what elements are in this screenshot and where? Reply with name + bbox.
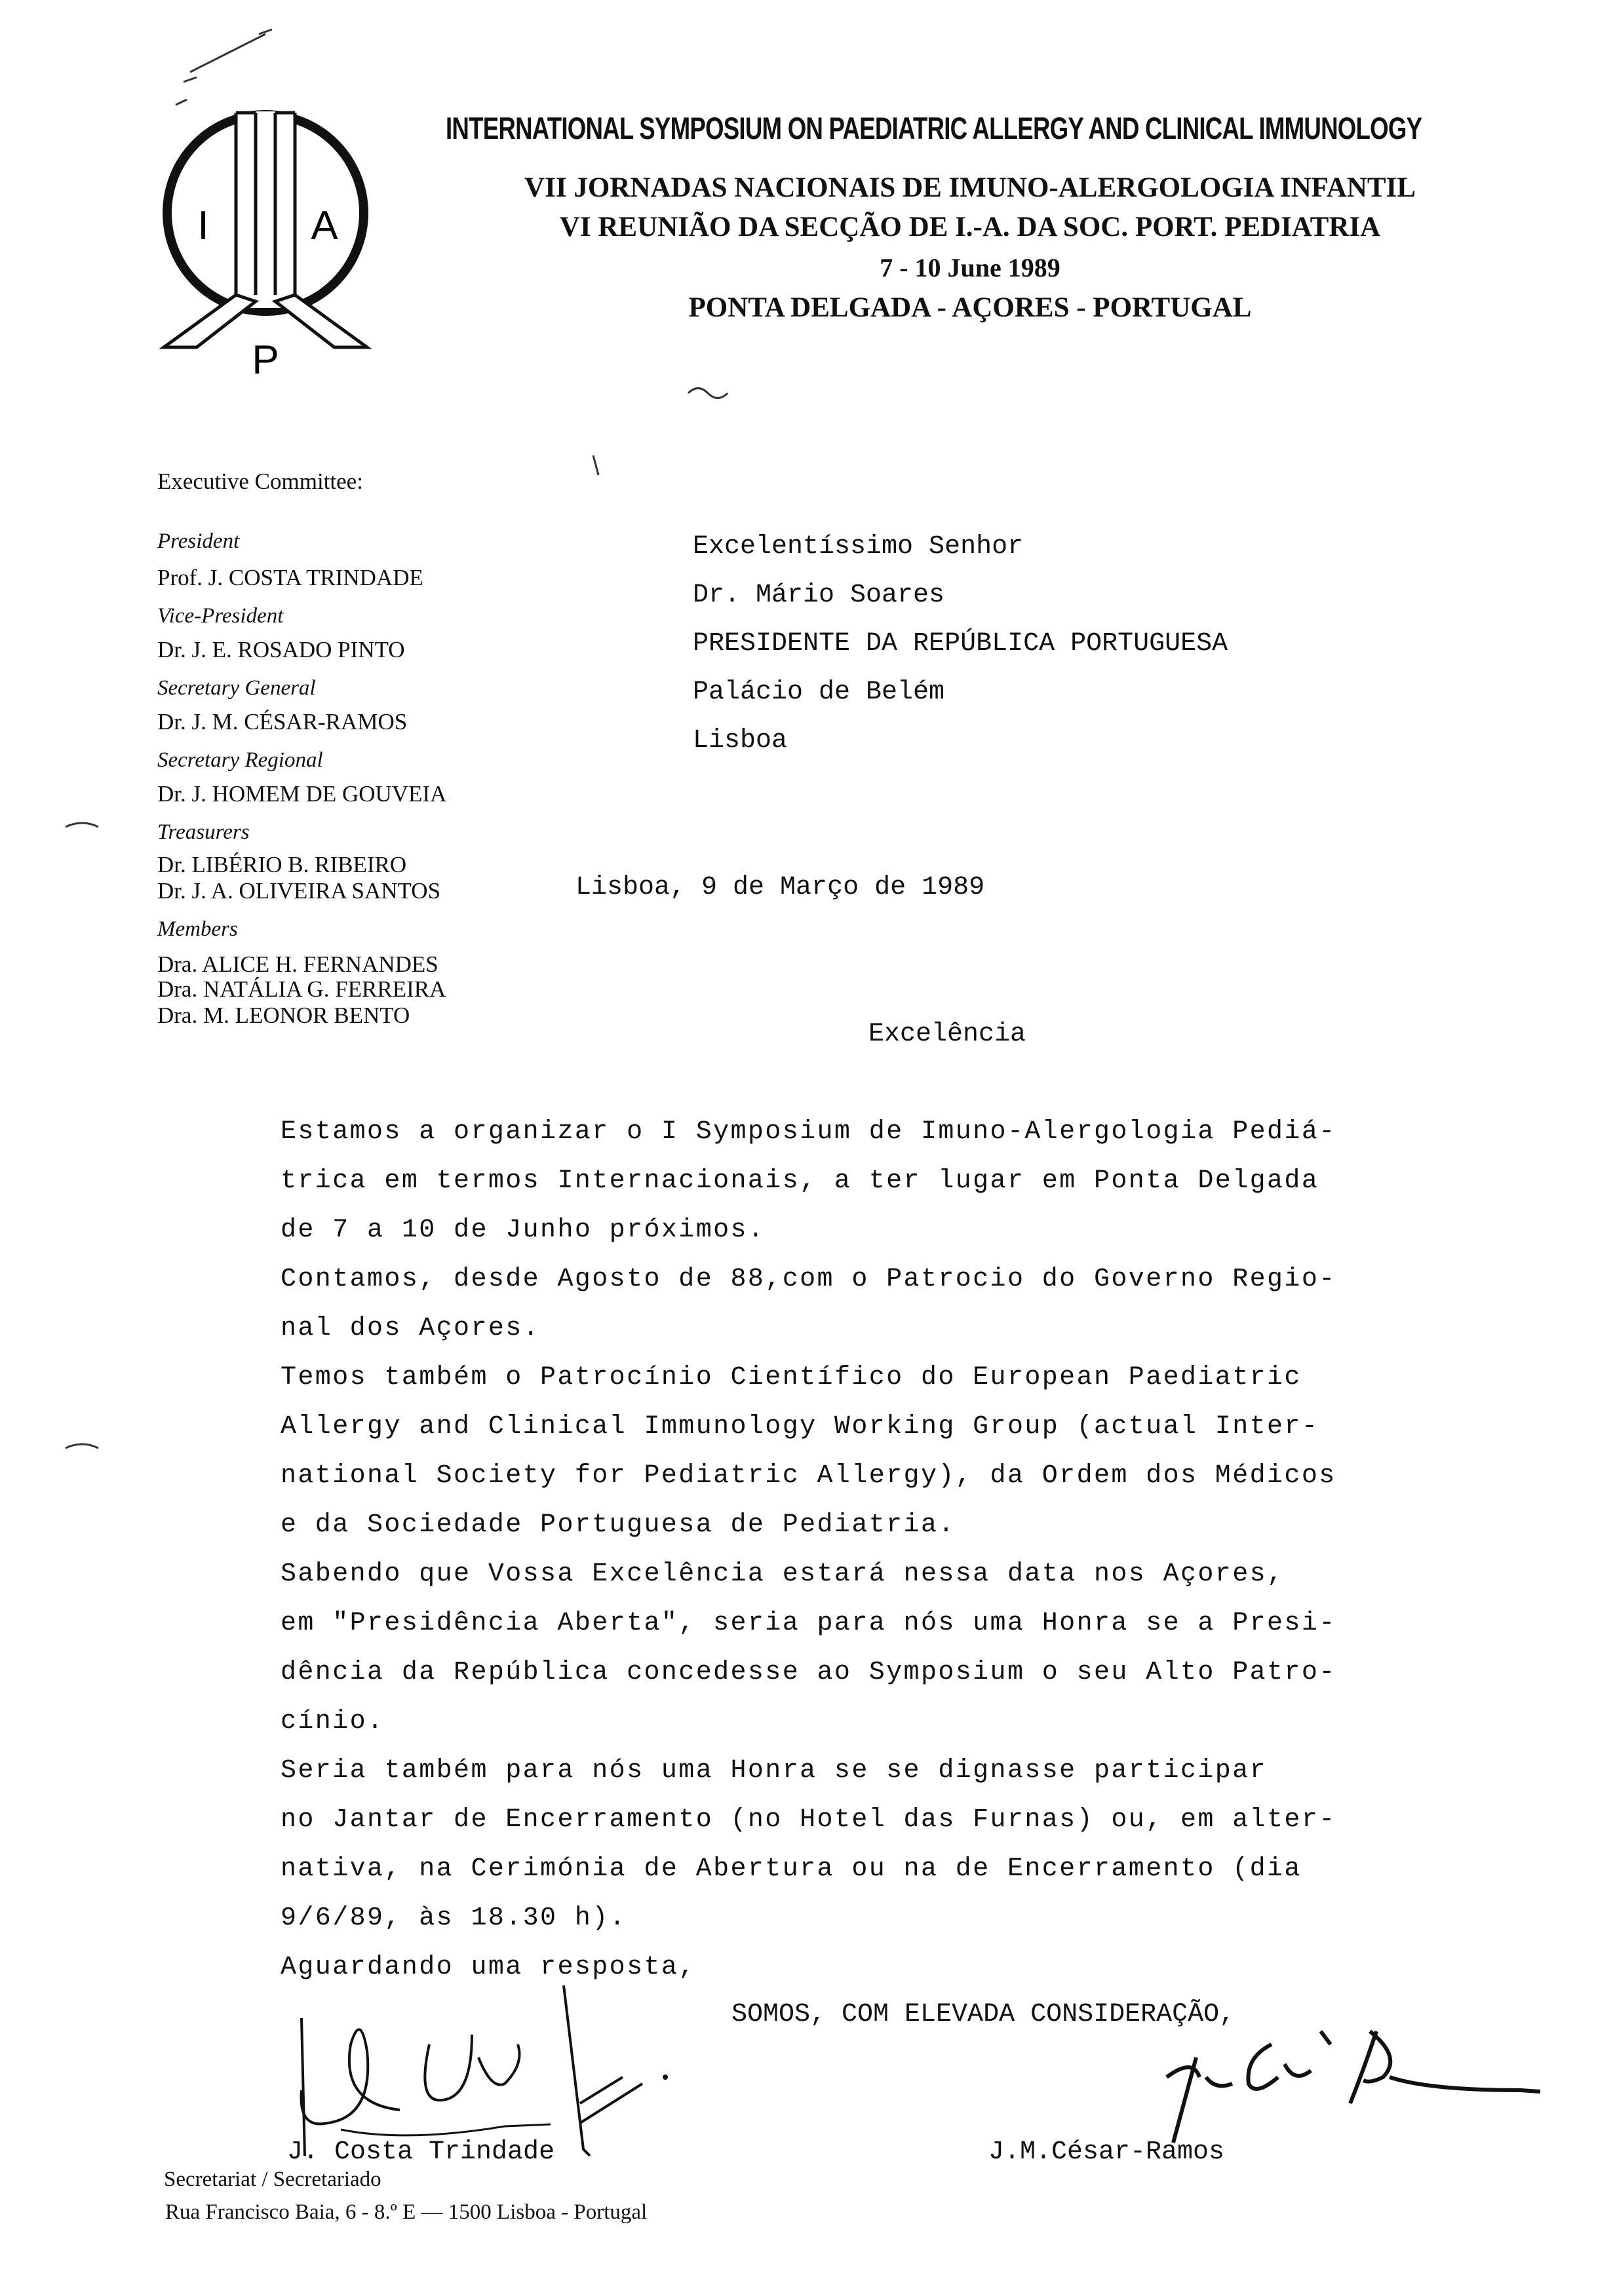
- body-line: de 7 a 10 de Junho próximos.: [281, 1215, 766, 1245]
- recipient-line-3: PRESIDENTE DA REPÚBLICA PORTUGUESA: [693, 629, 1228, 659]
- committee-member: Dra. M. LEONOR BENTO: [157, 1003, 410, 1028]
- signature-cesar-ramos: [1154, 2018, 1547, 2149]
- body-line: trica em termos Internacionais, a ter lugar em Ponta Delgada: [281, 1166, 1319, 1196]
- recipient-line-2: Dr. Mário Soares: [693, 581, 945, 610]
- body-line: em "Presidência Aberta", seria para nós uma Honra se a Presi-: [281, 1609, 1336, 1638]
- signatory-costa-trindade: J. Costa Trindade: [287, 2137, 555, 2167]
- logo-letter-i: I: [197, 203, 209, 248]
- committee-member: Dr. J. A. OLIVEIRA SANTOS: [157, 878, 441, 904]
- logo-letter-p: P: [252, 337, 279, 380]
- symposium-title: INTERNATIONAL SYMPOSIUM ON PAEDIATRIC ALLERGY AND CLINICAL IMMUNOLOGY: [446, 111, 1422, 145]
- conference-dates: 7 - 10 June 1989: [880, 253, 1060, 282]
- footer-address: Rua Francisco Baia, 6 - 8.º E — 1500 Lisboa - Portugal: [165, 2200, 648, 2224]
- signatory-cesar-ramos: J.M.César-Ramos: [988, 2137, 1225, 2167]
- body-line: nativa, na Cerimónia de Abertura ou na de Encerramento (dia: [281, 1854, 1302, 1884]
- iap-logo: [157, 105, 374, 380]
- body-line: Estamos a organizar o I Symposium de Imuno-Alergologia Pediá-: [281, 1117, 1336, 1147]
- logo-letter-a: A: [311, 203, 338, 248]
- conference-location: PONTA DELGADA - AÇORES - PORTUGAL: [688, 292, 1252, 323]
- role-secretary-general: Secretary General: [157, 676, 316, 700]
- body-line: Allergy and Clinical Immunology Working Group (actual Inter-: [281, 1412, 1319, 1442]
- body-line: e da Sociedade Portuguesa de Pediatria.: [281, 1510, 956, 1540]
- committee-member: Prof. J. COSTA TRINDADE: [157, 565, 423, 590]
- body-line: Contamos, desde Agosto de 88,com o Patrocio do Governo Regio-: [281, 1265, 1336, 1294]
- recipient-line-4: Palácio de Belém: [693, 678, 945, 707]
- role-secretary-regional: Secretary Regional: [157, 748, 323, 772]
- conference-line-2: VI REUNIÃO DA SECÇÃO DE I.-A. DA SOC. PORT. PEDIATRIA: [559, 212, 1381, 242]
- committee-heading: Executive Committee:: [157, 469, 363, 494]
- role-treasurers: Treasurers: [157, 820, 250, 844]
- footer-secretariat: Secretariat / Secretariado: [164, 2168, 381, 2191]
- role-vice-president: Vice-President: [157, 604, 284, 628]
- body-line: cínio.: [281, 1707, 385, 1736]
- date-line: Lisboa, 9 de Março de 1989: [575, 873, 985, 902]
- role-members: Members: [157, 917, 238, 941]
- body-line: Temos também o Patrocínio Científico do European Paediatric: [281, 1363, 1302, 1392]
- committee-member: Dr. LIBÉRIO B. RIBEIRO: [157, 852, 407, 877]
- salutation: Excelência: [868, 1020, 1026, 1049]
- committee-member: Dr. J. HOMEM DE GOUVEIA: [157, 781, 447, 807]
- body-line: dência da República concedesse ao Symposium o seu Alto Patro-: [281, 1658, 1336, 1687]
- committee-member: Dra. ALICE H. FERNANDES: [157, 951, 438, 977]
- committee-member: Dra. NATÁLIA G. FERREIRA: [157, 976, 446, 1002]
- body-line: Seria também para nós uma Honra se se dignasse participar: [281, 1756, 1268, 1786]
- body-line: no Jantar de Encerramento (no Hotel das Furnas) ou, em alter-: [281, 1805, 1336, 1835]
- body-line: Sabendo que Vossa Excelência estará nessa data nos Açores,: [281, 1559, 1285, 1589]
- body-line: Aguardando uma resposta,: [281, 1953, 696, 1982]
- committee-member: Dr. J. M. CÉSAR-RAMOS: [157, 709, 408, 735]
- role-president: President: [157, 529, 240, 553]
- committee-member: Dr. J. E. ROSADO PINTO: [157, 637, 405, 662]
- body-line: nal dos Açores.: [281, 1314, 541, 1343]
- recipient-line-1: Excelentíssimo Senhor: [693, 532, 1024, 562]
- body-line: 9/6/89, às 18.30 h).: [281, 1904, 627, 1933]
- recipient-line-5: Lisboa: [693, 726, 788, 756]
- closing: SOMOS, COM ELEVADA CONSIDERAÇÃO,: [731, 2000, 1236, 2029]
- conference-line-1: VII JORNADAS NACIONAIS DE IMUNO-ALERGOLOGIA INFANTIL: [524, 172, 1416, 203]
- body-line: national Society for Pediatric Allergy), da Ordem dos Médicos: [281, 1461, 1336, 1491]
